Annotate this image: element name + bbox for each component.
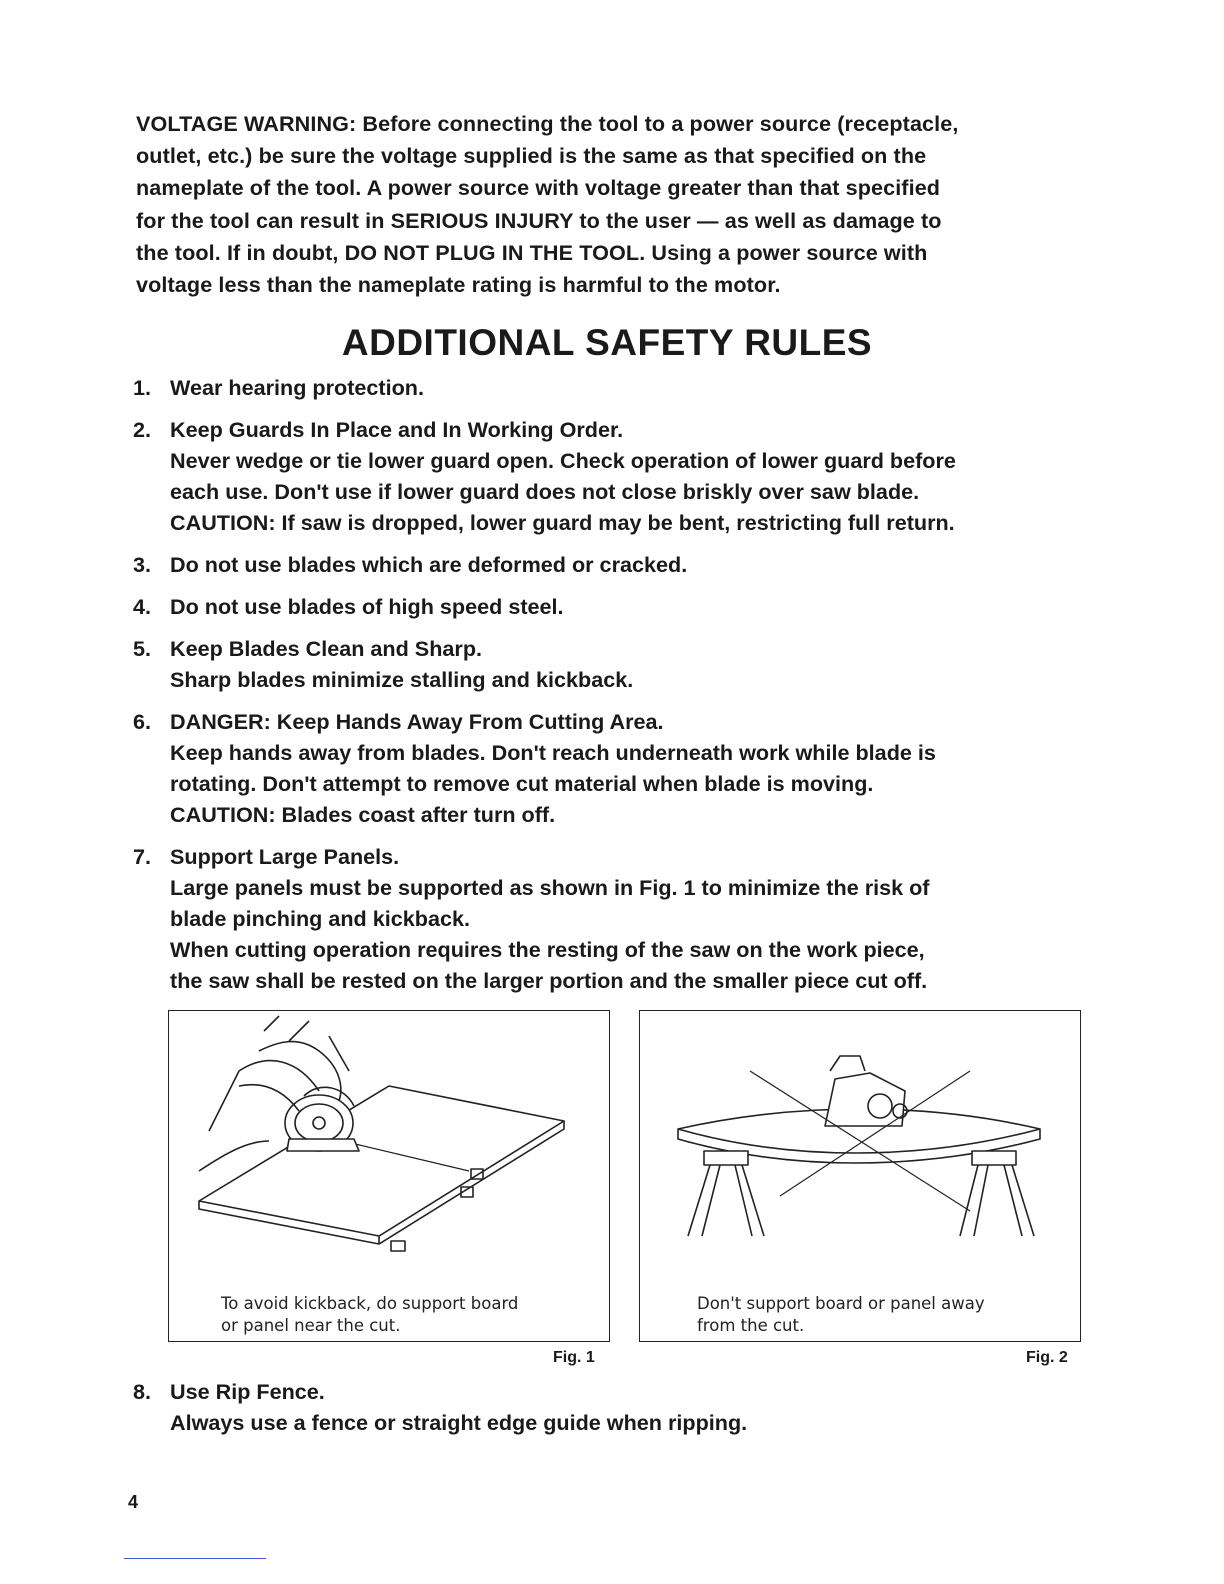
warning-line: outlet, etc.) be sure the voltage supplied is the same as that specified on the	[136, 143, 927, 169]
figure-1-caption	[221, 1293, 581, 1337]
rule-number: 2.	[133, 417, 152, 442]
rule-item-4	[133, 591, 1083, 622]
rule-text: each use. Don't use if lower guard does not close briskly over saw blade.	[170, 479, 920, 504]
rule-text: Sharp blades minimize stalling and kickback.	[170, 667, 634, 692]
rule-heading: Use Rip Fence.	[170, 1379, 325, 1404]
rule-number: 3.	[133, 552, 152, 577]
caption-line: Don't support board or panel away	[697, 1294, 985, 1313]
rule-text: Wear hearing protection.	[170, 375, 424, 400]
rule-text: rotating. Don't attempt to remove cut material when blade is moving.	[170, 771, 874, 796]
rule-number: 6.	[133, 709, 152, 734]
rule-heading: Support Large Panels.	[170, 844, 400, 869]
rule-text: the saw shall be rested on the larger portion and the smaller piece cut off.	[170, 968, 928, 993]
footer-rule	[124, 1558, 266, 1559]
rule-text: Do not use blades of high speed steel.	[170, 594, 564, 619]
rule-text: Keep hands away from blades. Don't reach underneath work while blade is	[170, 740, 936, 765]
warning-line: the tool. If in doubt, DO NOT PLUG IN THE TOOL. Using a power source with	[136, 239, 928, 265]
rule-item-5	[133, 633, 1083, 695]
caption-line: or panel near the cut.	[221, 1316, 401, 1335]
warning-line: nameplate of the tool. A power source with voltage greater than that specified	[136, 175, 941, 201]
caption-line: To avoid kickback, do support board	[221, 1294, 519, 1313]
rule-item-3	[133, 549, 1083, 580]
rule-number: 7.	[133, 844, 152, 869]
figure-2	[639, 1010, 1081, 1342]
rule-number: 4.	[133, 594, 152, 619]
section-title: ADDITIONAL SAFETY RULES	[341, 322, 873, 363]
rule-item-6	[133, 706, 1083, 830]
rule-text: blade pinching and kickback.	[170, 906, 470, 931]
figure-1-label: Fig. 1	[553, 1349, 595, 1366]
rule-number: 8.	[133, 1379, 152, 1404]
rule-item-7	[133, 841, 1083, 996]
rule-number: 5.	[133, 636, 152, 661]
rule-heading: Keep Blades Clean and Sharp.	[170, 636, 483, 661]
warning-line: for the tool can result in SERIOUS INJURY to the user — as well as damage to	[136, 207, 942, 233]
rule-text: Always use a fence or straight edge guide when ripping.	[170, 1410, 748, 1435]
rule-text: Large panels must be supported as shown in Fig. 1 to minimize the risk of	[170, 875, 930, 900]
figure-2-label: Fig. 2	[1026, 1349, 1068, 1366]
page-number: 4	[128, 1492, 139, 1512]
rule-text: Never wedge or tie lower guard open. Check operation of lower guard before	[170, 448, 956, 473]
saw-supported-near-cut-illustration	[169, 1011, 609, 1341]
rule-text: Do not use blades which are deformed or cracked.	[170, 552, 688, 577]
rule-text: CAUTION: If saw is dropped, lower guard may be bent, restricting full return.	[170, 510, 955, 535]
voltage-warning	[136, 108, 1080, 301]
rule-item-8	[133, 1376, 1083, 1438]
safety-rules-list	[133, 372, 1083, 996]
caption-line: from the cut.	[697, 1316, 805, 1335]
rule-heading: DANGER: Keep Hands Away From Cutting Area.	[170, 709, 664, 734]
rule-number: 1.	[133, 375, 152, 400]
saw-unsupported-illustration	[640, 1011, 1080, 1341]
figure-1	[168, 1010, 610, 1342]
figure-2-caption	[697, 1293, 1057, 1337]
rule-item-1	[133, 372, 1083, 403]
warning-line: VOLTAGE WARNING: Before connecting the tool to a power source (receptacle,	[136, 111, 959, 136]
rule-heading: Keep Guards In Place and In Working Order.	[170, 417, 624, 442]
rule-text: When cutting operation requires the resting of the saw on the work piece,	[170, 937, 925, 962]
rule-text: CAUTION: Blades coast after turn off.	[170, 802, 556, 827]
warning-line: voltage less than the nameplate rating is harmful to the motor.	[136, 272, 781, 298]
rule-item-2	[133, 414, 1083, 538]
